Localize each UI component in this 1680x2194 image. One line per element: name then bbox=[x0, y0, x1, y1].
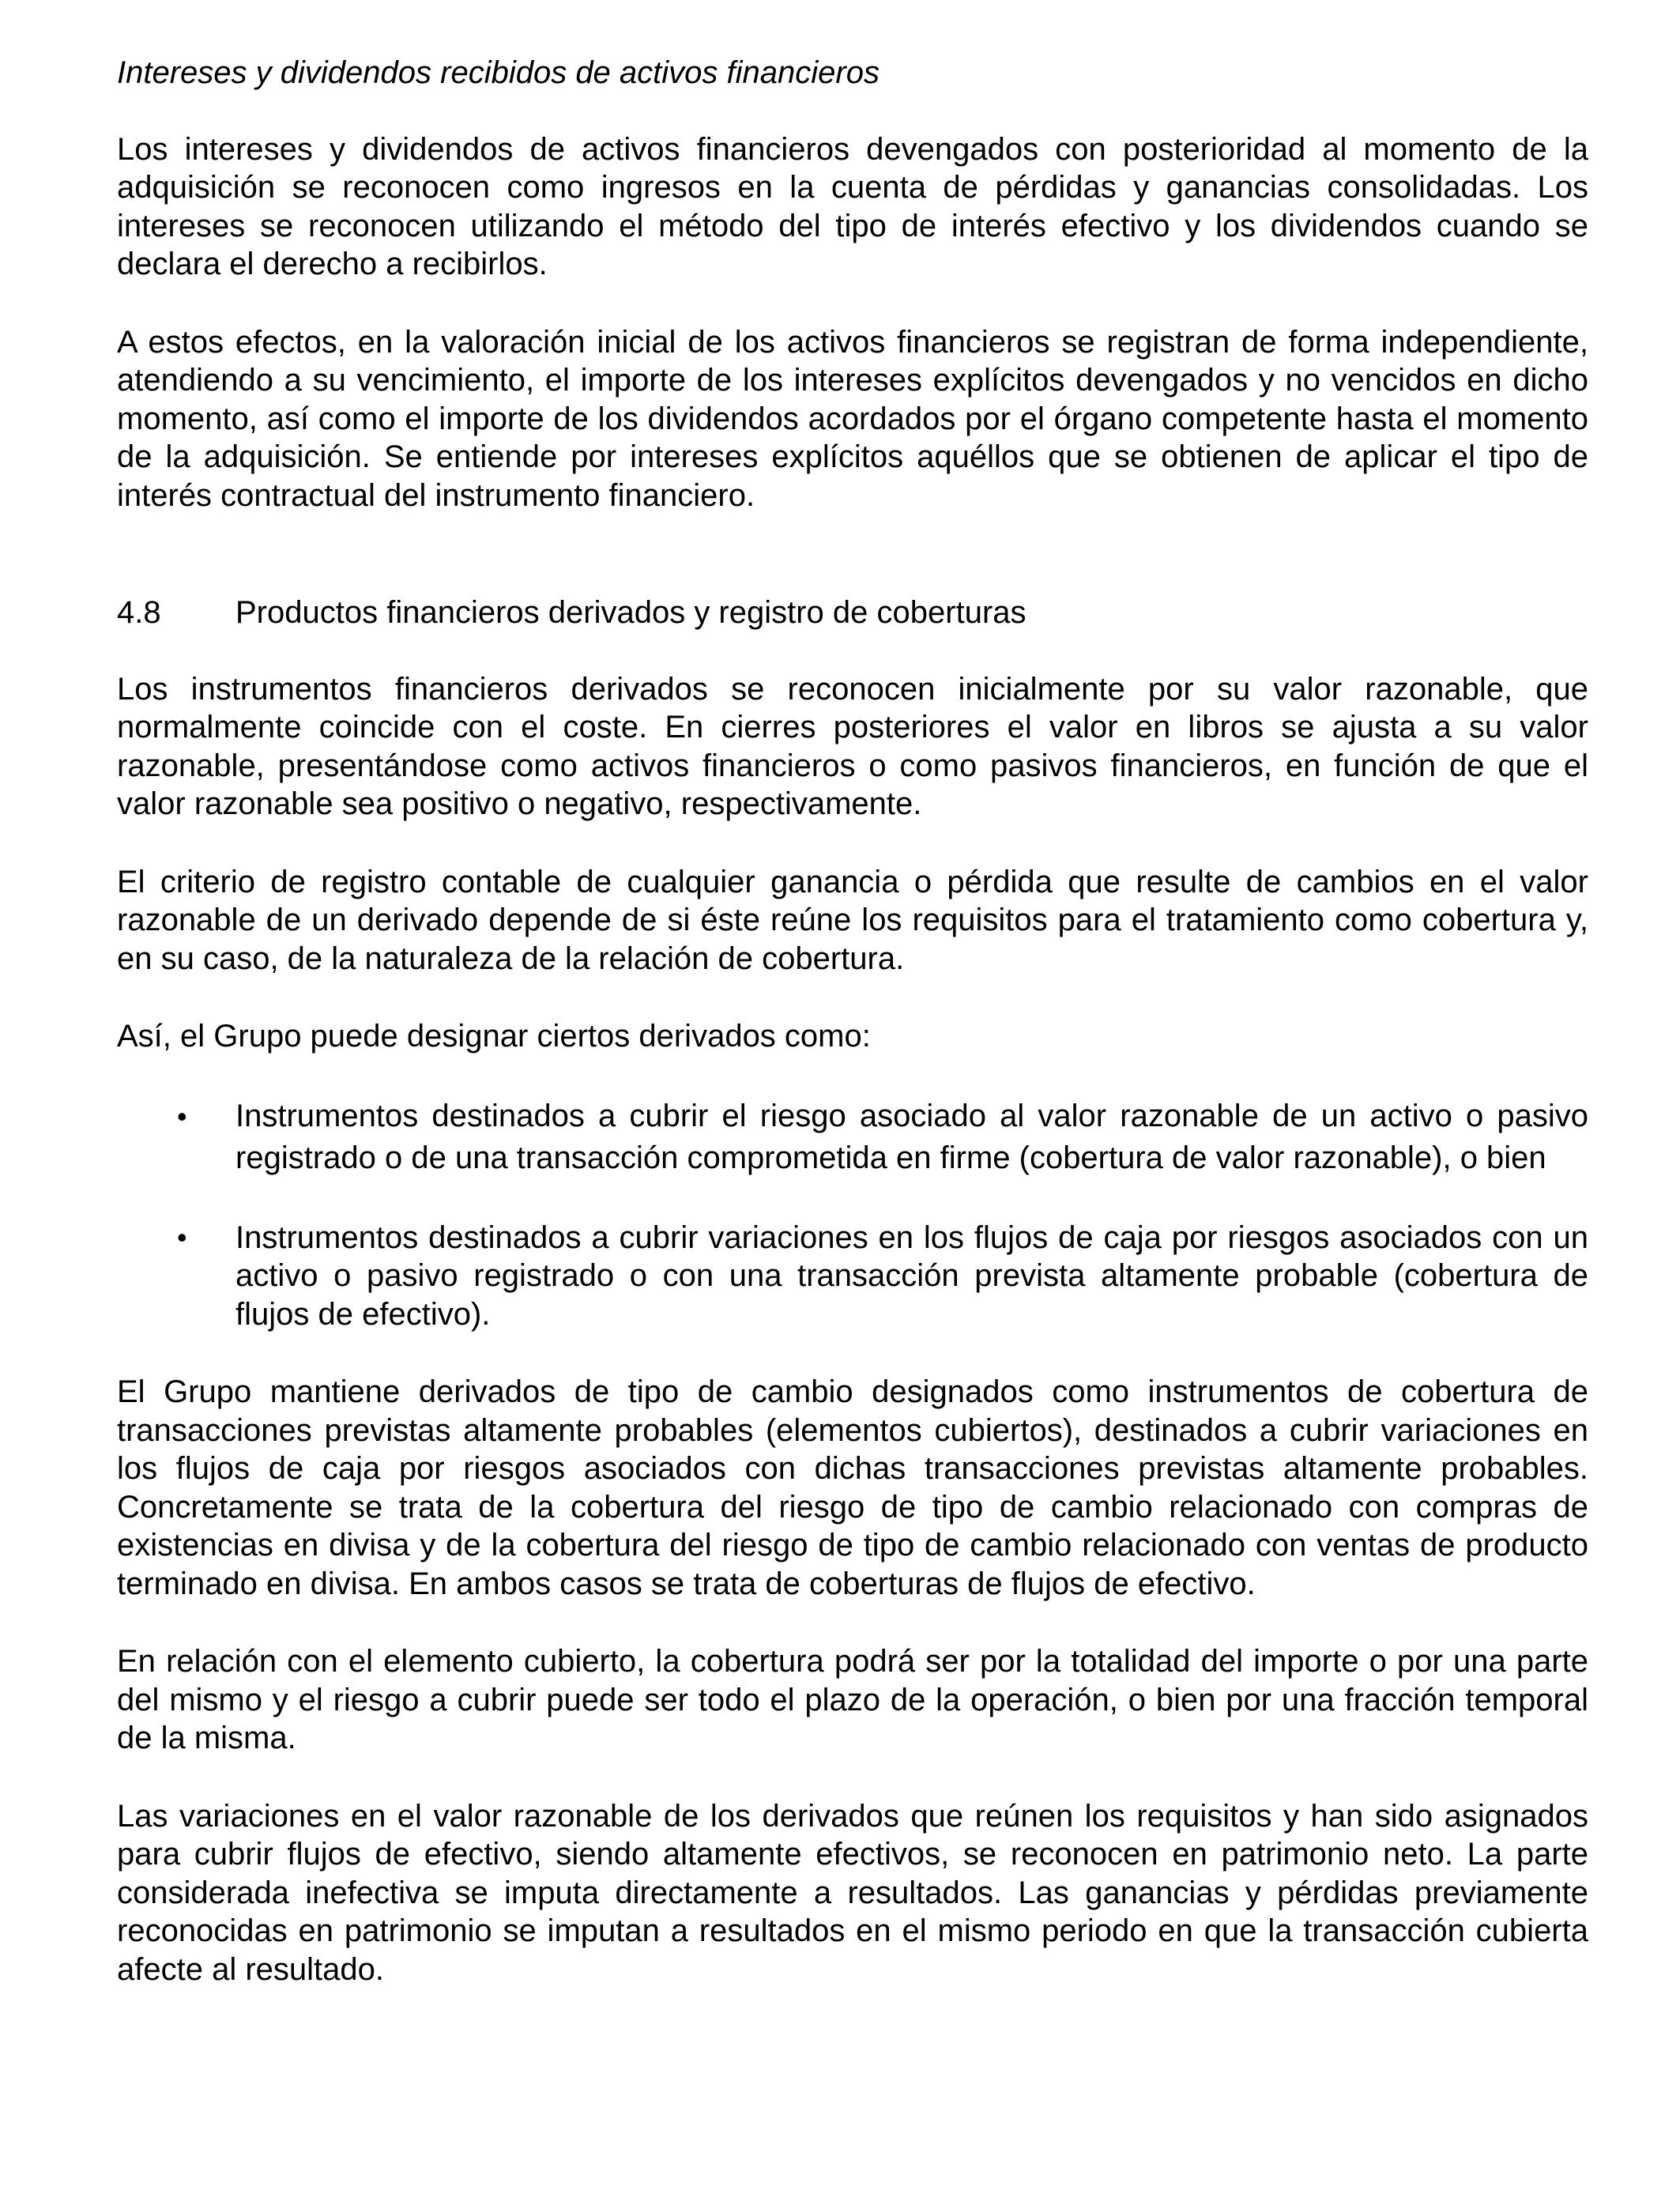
paragraph-criterio-registro: El criterio de registro contable de cualquier ganancia o pérdida que resulte de cambios en el valor razonable de un derivado depende de si éste reúne los requisitos para el tratamiento como cobertura y, en su caso, de la naturaleza de la relación de cobertura. bbox=[117, 864, 1588, 976]
bullet-icon: • bbox=[177, 1099, 187, 1133]
list-item bbox=[117, 1095, 1588, 1179]
list-item bbox=[117, 1219, 1588, 1334]
paragraph-derivados-tipo-cambio: El Grupo mantiene derivados de tipo de cambio designados como instrumentos de cobertura de transacciones previstas altamente probables (elementos cubiertos), destinados a cubrir variaciones en los flujos de caja por riesgos asociados con dichas transacciones previstas altamente probables. Concretamente se trata de la cobertura del riesgo de tipo de cambio relacionado con compras de existencias en divisa y de la cobertura del riesgo de tipo de cambio relacionado con ventas de producto terminado en divisa. En ambos casos se trata de coberturas de flujos de efectivo. bbox=[117, 1374, 1588, 1601]
list-item-text: Instrumentos destinados a cubrir el riesgo asociado al valor razonable de un activo o pasivo registrado o de una transacción comprometida en firme (cobertura de valor razonable), o bien bbox=[235, 1098, 1588, 1175]
subheading-intereses-dividendos: Intereses y dividendos recibidos de activos financieros bbox=[117, 55, 880, 90]
section-heading bbox=[117, 594, 1588, 632]
bullet-icon: • bbox=[177, 1220, 187, 1253]
paragraph-valoracion-inicial: A estos efectos, en la valoración inicial de los activos financieros se registran de forma independiente, atendiendo a su vencimiento, el importe de los intereses explícitos devengados y no vencidos en dicho momento, así como el importe de los dividendos acordados por el órgano competente hasta el momento de la adquisición. Se entiende por intereses explícitos aquéllos que se obtienen de aplicar el tipo de interés contractual del instrumento financiero. bbox=[117, 324, 1588, 513]
document-page bbox=[117, 54, 1588, 2028]
paragraph-reconocimiento-derivados: Los instrumentos financieros derivados se reconocen inicialmente por su valor razonable, que normalmente coincide con el coste. En cierres posteriores el valor en libros se ajusta a su valor razonable, presentándose como activos financieros o como pasivos financieros, en función de que el valor razonable sea positivo o negativo, respectivamente. bbox=[117, 671, 1588, 821]
paragraph-elemento-cubierto: En relación con el elemento cubierto, la cobertura podrá ser por la totalidad del importe o por una parte del mismo y el riesgo a cubrir puede ser todo el plazo de la operación, o bien por una fracción temporal de la misma. bbox=[117, 1644, 1588, 1755]
section-title: Productos financieros derivados y registro de coberturas bbox=[235, 595, 1026, 630]
paragraph-variaciones-valor-razonable: Las variaciones en el valor razonable de los derivados que reúnen los requisitos y han sido asignados para cubrir flujos de efectivo, siendo altamente efectivos, se reconocen en patrimonio neto. La parte considerada inefectiva se imputa directamente a resultados. Las ganancias y pérdidas previamente reconocidas en patrimonio se imputan a resultados en el mismo periodo en que la transacción cubierta afecte al resultado. bbox=[117, 1798, 1588, 1987]
list-item-text: Instrumentos destinados a cubrir variaciones en los flujos de caja por riesgos asociados con un activo o pasivo registrado o con una transacción prevista altamente probable (cobertura de flujos de efectivo). bbox=[235, 1220, 1588, 1332]
section-number: 4.8 bbox=[117, 595, 161, 630]
bullet-list bbox=[117, 1095, 1588, 1334]
paragraph-designacion-derivados: Así, el Grupo puede designar ciertos derivados como: bbox=[117, 1019, 871, 1054]
paragraph-intereses-reconocimiento: Los intereses y dividendos de activos financieros devengados con posterioridad al momento de la adquisición se reconocen como ingresos en la cuenta de pérdidas y ganancias consolidadas. Los intereses se reconocen utilizando el método del tipo de interés efectivo y los dividendos cuando se declara el derecho a recibirlos. bbox=[117, 131, 1588, 281]
